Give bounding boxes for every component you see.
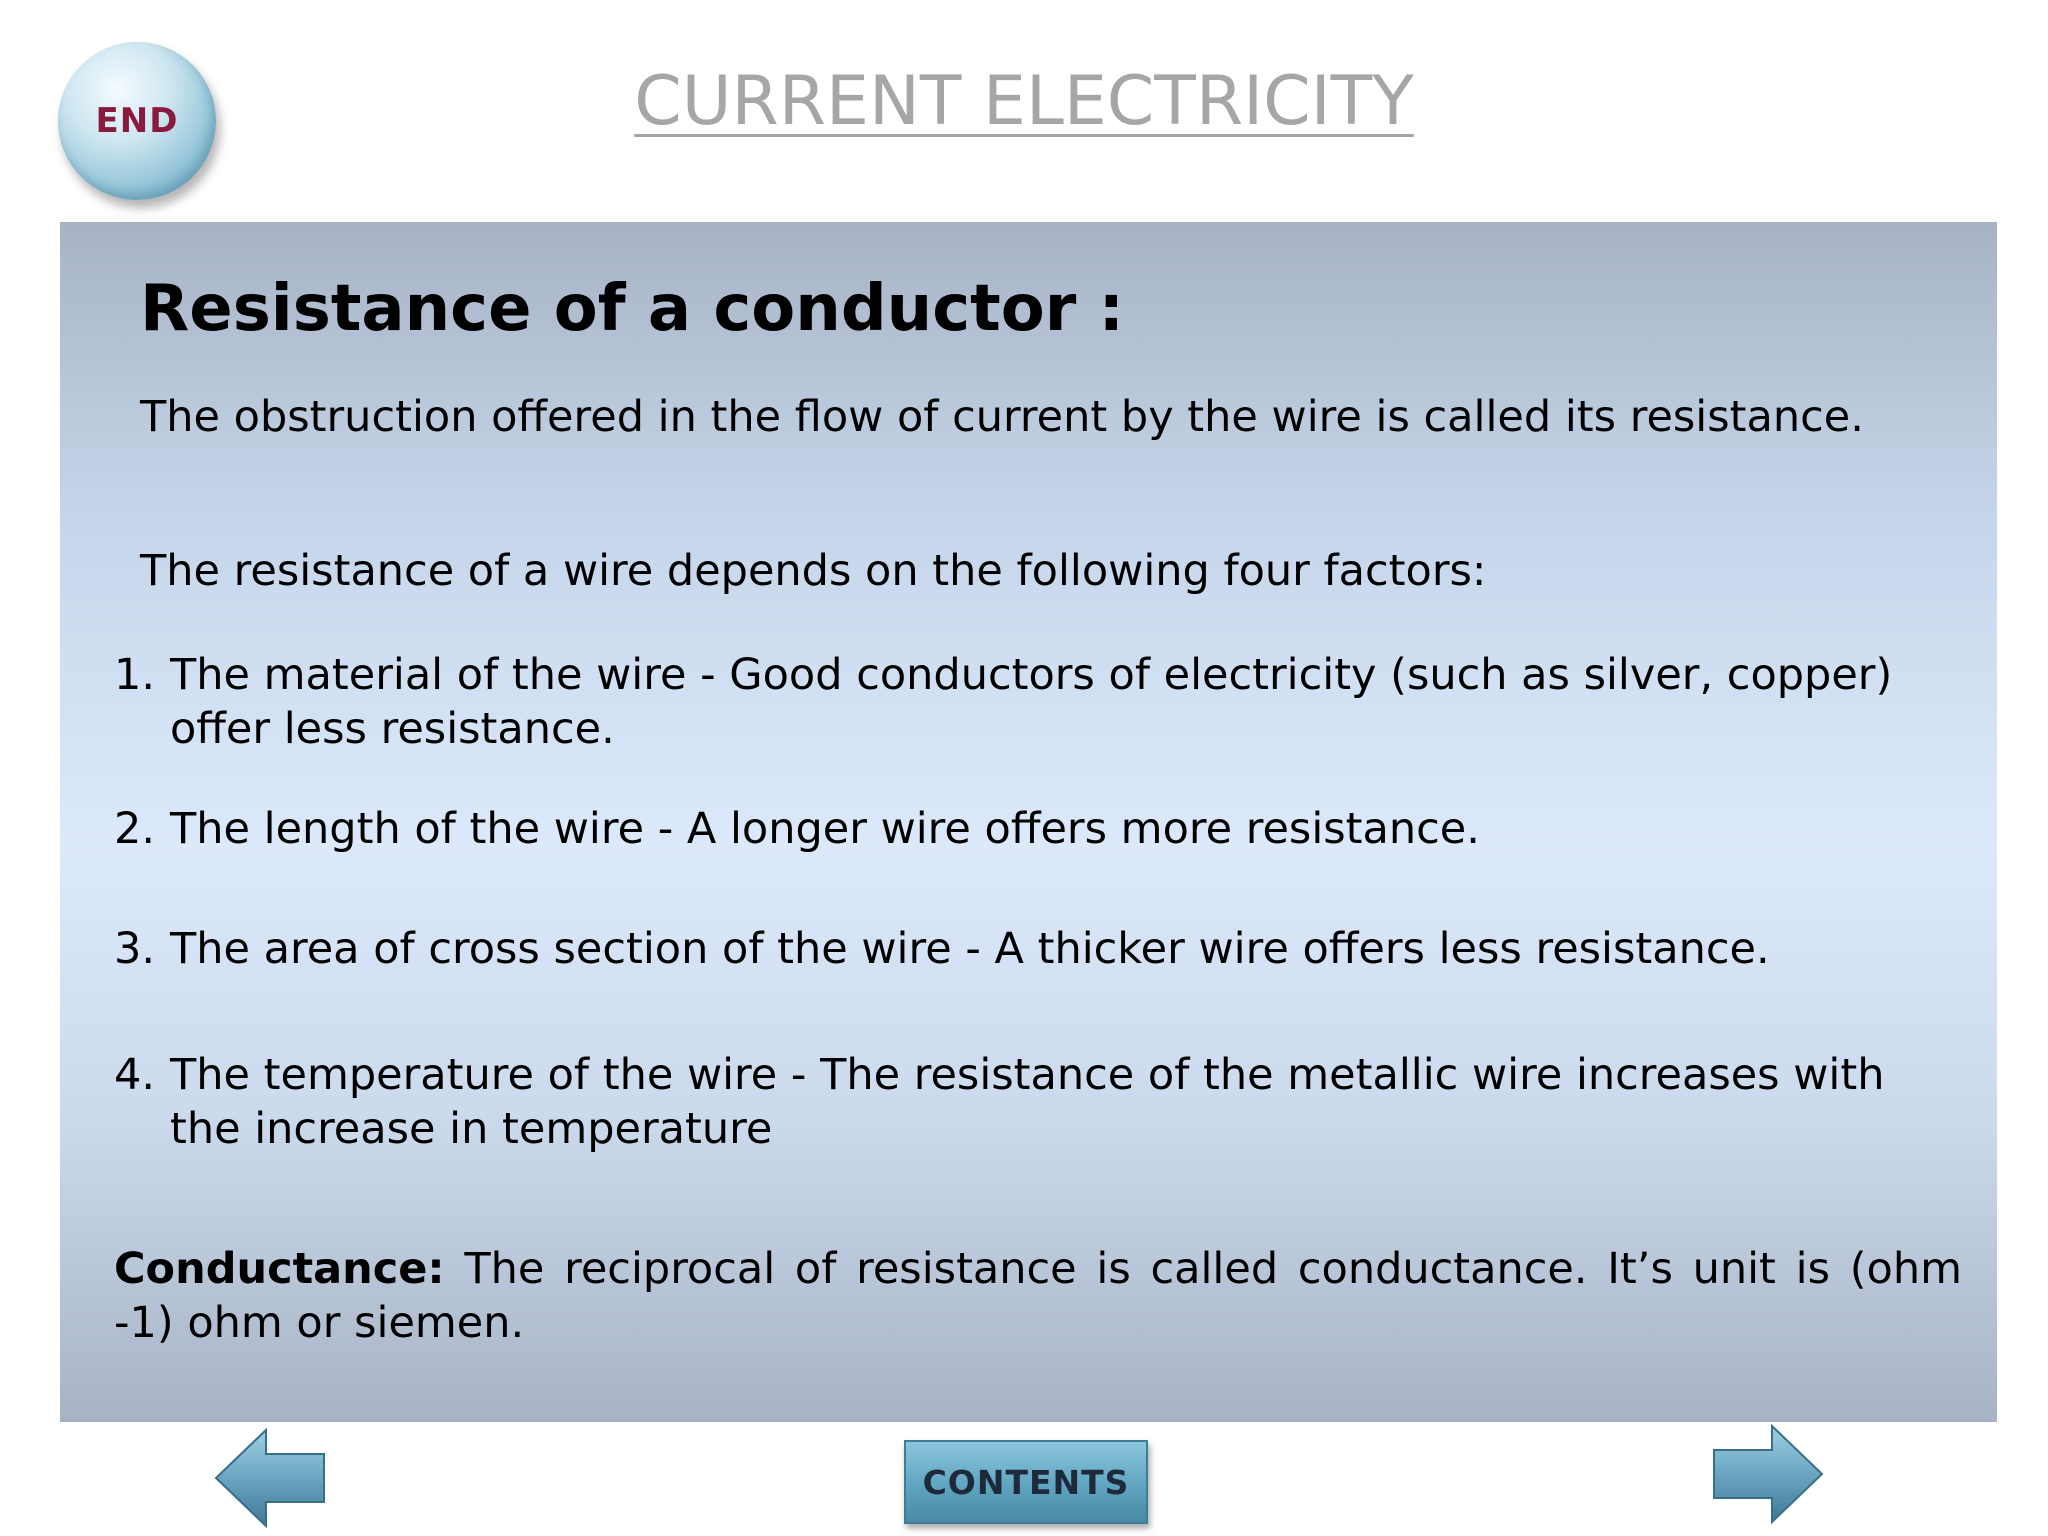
definition-text: The obstruction offered in the flow of current by the wire is called its resistance. xyxy=(140,392,1864,442)
section-heading: Resistance of a conductor : xyxy=(140,272,1125,346)
list-item xyxy=(114,802,1954,856)
list-item-number: 1. xyxy=(114,650,156,700)
list-item-number: 2. xyxy=(114,804,156,854)
contents-label: CONTENTS xyxy=(922,1462,1130,1502)
list-item-number: 4. xyxy=(114,1050,156,1100)
conductance-paragraph xyxy=(114,1242,1962,1350)
list-item-text: The area of cross section of the wire - A thicker wire offers less resistance. xyxy=(170,924,1770,974)
arrow-right-icon[interactable] xyxy=(1708,1420,1826,1528)
list-item-text: The material of the wire - Good conductors of electricity (such as silver, copper) offer less resistance. xyxy=(170,650,1893,754)
list-item xyxy=(114,1048,1954,1156)
contents-button[interactable] xyxy=(904,1440,1148,1524)
list-item xyxy=(114,648,1954,756)
list-item-text: The temperature of the wire - The resistance of the metallic wire increases with the increase in temperature xyxy=(170,1050,1885,1154)
arrow-left-icon[interactable] xyxy=(212,1424,330,1532)
page-title: CURRENT ELECTRICITY xyxy=(634,62,1414,141)
list-item xyxy=(114,922,1954,976)
factors-intro: The resistance of a wire depends on the following four factors: xyxy=(140,546,1487,596)
list-item-number: 3. xyxy=(114,924,156,974)
list-item-text: The length of the wire - A longer wire offers more resistance. xyxy=(170,804,1480,854)
conductance-label: Conductance: xyxy=(114,1244,445,1294)
content-panel xyxy=(60,222,1997,1422)
end-label: END xyxy=(95,101,179,141)
conductance-text: The reciprocal of resistance is called conductance. It’s unit is (ohm -1) ohm or siemen. xyxy=(114,1244,1962,1348)
